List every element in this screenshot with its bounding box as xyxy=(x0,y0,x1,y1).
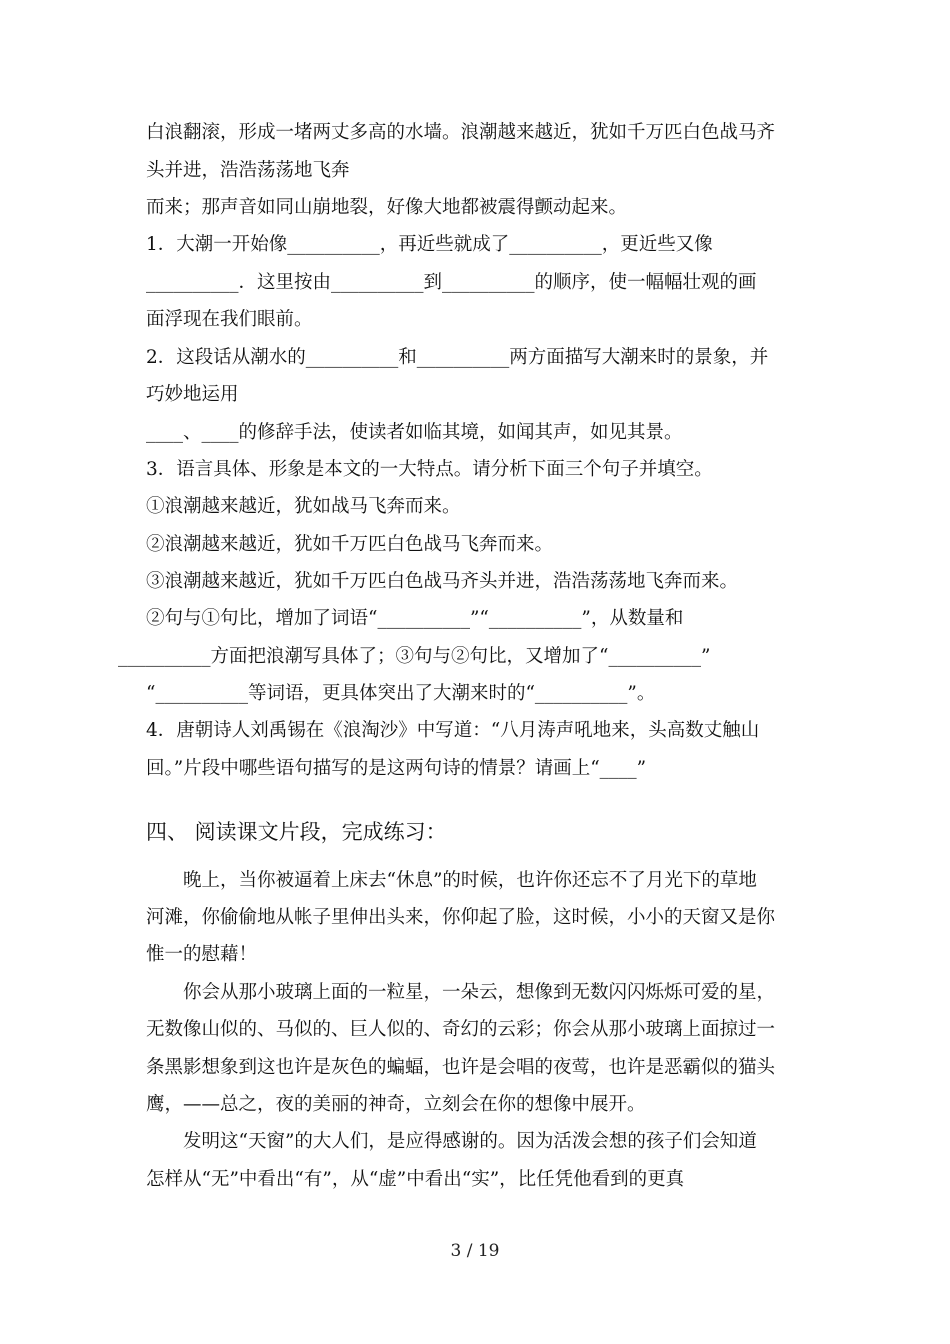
passage-line: 头并进，浩浩荡荡地飞奔 xyxy=(146,160,350,181)
passage-line: 发明这“天窗”的大人们，是应得感谢的。因为活泼会想的孩子们会知道 xyxy=(146,1131,757,1152)
passage-line: 你会从那小玻璃上面的一粒星，一朵云，想像到无数闪闪烁烁可爱的星， xyxy=(146,982,776,1003)
question-line: 回。”片段中哪些语句描写的是这两句诗的情景？请画上“____” xyxy=(146,758,647,779)
question-line: 面浮现在我们眼前。 xyxy=(146,309,313,330)
passage-line: 鹰，——总之，夜的美丽的神奇，立刻会在你的想像中展开。 xyxy=(146,1094,646,1115)
question-line: 巧妙地运用 xyxy=(146,384,239,405)
passage-line: 条黑影想象到这也许是灰色的蝙蝠，也许是会唱的夜莺，也许是恶霸似的猫头 xyxy=(146,1057,776,1078)
question-line: ②浪潮越来越近，犹如千万匹白色战马飞奔而来。 xyxy=(146,534,554,555)
question-line: ____、____的修辞手法，使读者如临其境，如闻其声，如见其景。 xyxy=(146,422,683,443)
passage-line: 惟一的慰藉！ xyxy=(146,944,258,965)
passage-line: 河滩，你偷偷地从帐子里伸出头来，你仰起了脸，这时候，小小的天窗又是你 xyxy=(146,907,776,928)
question-line: ②句与①句比，增加了词语“__________”“__________”，从数量和 xyxy=(146,608,684,629)
passage-line: 晚上，当你被逼着上床去“休息”的时候，也许你还忘不了月光下的草地 xyxy=(146,870,757,891)
passage-line: 白浪翻滚，形成一堵两丈多高的水墙。浪潮越来越近，犹如千万匹白色战马齐 xyxy=(146,122,776,143)
question-line: “__________等词语，更具体突出了大潮来时的“__________”。 xyxy=(146,683,656,704)
page-number: 3 / 19 xyxy=(450,1241,500,1261)
question-line: 3．语言具体、形象是本文的一大特点。请分析下面三个句子并填空。 xyxy=(146,459,713,480)
question-line: 4．唐朝诗人刘禹锡在《浪淘沙》中写道：“八月涛声吼地来，头高数丈触山 xyxy=(146,720,760,741)
question-line: 2．这段话从潮水的__________和__________两方面描写大潮来时的景象，并 xyxy=(146,347,769,368)
question-line: __________方面把浪潮写具体了；③句与②句比，又增加了“__________” xyxy=(118,646,711,667)
question-line: __________．这里按由__________到__________的顺序，使一幅幅壮观的画 xyxy=(146,272,757,293)
question-line: ③浪潮越来越近，犹如千万匹白色战马齐头并进，浩浩荡荡地飞奔而来。 xyxy=(146,571,739,592)
question-line: ①浪潮越来越近，犹如战马飞奔而来。 xyxy=(146,496,461,517)
passage-line: 而来；那声音如同山崩地裂，好像大地都被震得颤动起来。 xyxy=(146,197,628,218)
passage-line: 无数像山似的、马似的、巨人似的、奇幻的云彩；你会从那小玻璃上面掠过一 xyxy=(146,1019,776,1040)
section-title: 四、 阅读课文片段，完成练习： xyxy=(146,820,447,844)
passage-line: 怎样从“无”中看出“有”，从“虚”中看出“实”，比任凭他看到的更真 xyxy=(146,1169,685,1190)
question-line: 1．大潮一开始像__________，再近些就成了__________，更近些又像 xyxy=(146,234,713,255)
